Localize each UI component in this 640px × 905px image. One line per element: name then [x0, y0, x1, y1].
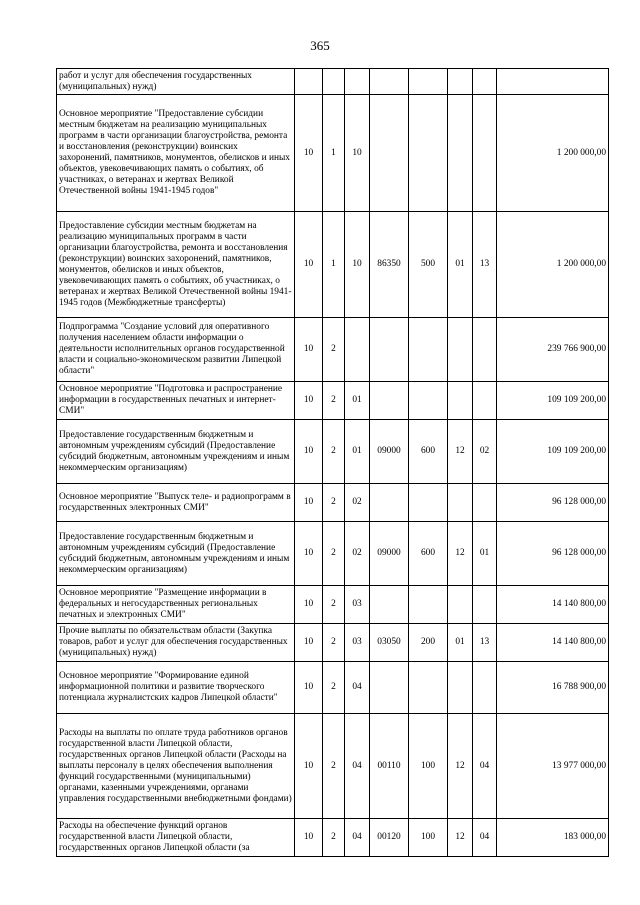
- amount-cell: [497, 69, 609, 95]
- measure-code-cell: 04: [345, 662, 370, 714]
- table-row: [57, 382, 609, 420]
- page-number: 365: [310, 38, 330, 53]
- program-code-cell: 10: [295, 624, 323, 662]
- expense-code-cell: [370, 662, 409, 714]
- measure-code-cell: 10: [345, 95, 370, 212]
- section-cell: 12: [448, 714, 473, 819]
- table-row: [57, 95, 609, 212]
- row-description: Основное мероприятие "Подготовка и распространение информации в государственных печатных и интернет-СМИ": [57, 382, 295, 420]
- expense-code-cell: [370, 318, 409, 382]
- row-description: Предоставление субсидии местным бюджетам на реализацию муниципальных программ в части организации благоустройства, ремонта и восстановления (реконструкции) воинских захоронений, памятников, монументов, обелисков и иных объектов, увековечивающих память о событиях, об участниках, о ветеранах и жертвах Великой Отечественной войны 1941-1945 годов (Межбюджетные трансферты): [57, 212, 295, 318]
- expense-type-cell: 100: [409, 819, 448, 857]
- subsection-cell: [473, 484, 497, 522]
- section-cell: 12: [448, 819, 473, 857]
- subsection-cell: 04: [473, 819, 497, 857]
- expense-code-cell: [370, 484, 409, 522]
- amount-cell: 1 200 000,00: [497, 95, 609, 212]
- subsection-cell: 13: [473, 624, 497, 662]
- expense-code-cell: 00110: [370, 714, 409, 819]
- row-description: Прочие выплаты по обязательствам области (Закупка товаров, работ и услуг для обеспечения государственных (муниципальных) нужд): [57, 624, 295, 662]
- table-row: [57, 522, 609, 586]
- amount-cell: 109 109 200,00: [497, 420, 609, 484]
- expense-type-cell: [409, 382, 448, 420]
- subprogram-code-cell: 2: [323, 522, 345, 586]
- expense-type-cell: [409, 586, 448, 624]
- amount-cell: 14 140 800,00: [497, 624, 609, 662]
- table-row: [57, 420, 609, 484]
- program-code-cell: 10: [295, 484, 323, 522]
- expense-code-cell: [370, 586, 409, 624]
- amount-cell: 183 000,00: [497, 819, 609, 857]
- expense-type-cell: 500: [409, 212, 448, 318]
- subsection-cell: [473, 95, 497, 212]
- expense-type-cell: 100: [409, 714, 448, 819]
- subsection-cell: 01: [473, 522, 497, 586]
- measure-code-cell: 03: [345, 624, 370, 662]
- row-description: Основное мероприятие "Выпуск теле- и радиопрограмм в государственных электронных СМИ": [57, 484, 295, 522]
- subprogram-code-cell: 2: [323, 819, 345, 857]
- subprogram-code-cell: [323, 69, 345, 95]
- row-description: Расходы на обеспечение функций органов государственной власти Липецкой области, государственных органов Липецкой области (за: [57, 819, 295, 857]
- subprogram-code-cell: 2: [323, 318, 345, 382]
- expense-code-cell: [370, 95, 409, 212]
- measure-code-cell: 01: [345, 382, 370, 420]
- measure-code-cell: 02: [345, 522, 370, 586]
- row-description: работ и услуг для обеспечения государственных (муниципальных) нужд): [57, 69, 295, 95]
- row-description: Основное мероприятие "Предоставление субсидии местным бюджетам на реализацию муниципальных программ в части организации благоустройства, ремонта и восстановления (реконструкции) воинских захоронений, памятников, монументов, обелисков и иных объектов, увековечивающих память о событиях, об участниках, о ветеранах и жертвах Великой Отечественной войны 1941-1945 годов": [57, 95, 295, 212]
- row-description: Основное мероприятие "Размещение информации в федеральных и негосударственных региональных печатных и электронных СМИ": [57, 586, 295, 624]
- expense-code-cell: 09000: [370, 420, 409, 484]
- measure-code-cell: 03: [345, 586, 370, 624]
- subsection-cell: [473, 586, 497, 624]
- amount-cell: 13 977 000,00: [497, 714, 609, 819]
- measure-code-cell: [345, 69, 370, 95]
- expense-code-cell: 00120: [370, 819, 409, 857]
- expense-type-cell: [409, 69, 448, 95]
- subprogram-code-cell: 2: [323, 420, 345, 484]
- amount-cell: 96 128 000,00: [497, 522, 609, 586]
- expense-code-cell: 09000: [370, 522, 409, 586]
- expense-type-cell: [409, 95, 448, 212]
- row-description: Расходы на выплаты по оплате труда работников органов государственной власти Липецкой области, государственных органов Липецкой области (Расходы на выплаты персоналу в целях обеспечения выполнения функций государственными (муниципальными) органами, казенными учреждениями, органами управления государственными внебюджетными фондами): [57, 714, 295, 819]
- program-code-cell: 10: [295, 420, 323, 484]
- expense-code-cell: [370, 382, 409, 420]
- program-code-cell: 10: [295, 212, 323, 318]
- subsection-cell: 04: [473, 714, 497, 819]
- subsection-cell: 02: [473, 420, 497, 484]
- row-description: Предоставление государственным бюджетным и автономным учреждениям субсидий (Предоставление субсидий бюджетным, автономным учреждениям и иным некоммерческим организациям): [57, 420, 295, 484]
- table-row: [57, 662, 609, 714]
- table-row: [57, 318, 609, 382]
- expense-code-cell: 03050: [370, 624, 409, 662]
- row-description: Подпрограмма "Создание условий для оперативного получения населением области информации о деятельности исполнительных органов государственной власти и социально-экономическом развитии Липецкой области": [57, 318, 295, 382]
- budget-table: [56, 68, 609, 857]
- subsection-cell: 13: [473, 212, 497, 318]
- amount-cell: 96 128 000,00: [497, 484, 609, 522]
- section-cell: [448, 382, 473, 420]
- measure-code-cell: 01: [345, 420, 370, 484]
- subsection-cell: [473, 382, 497, 420]
- section-cell: 12: [448, 420, 473, 484]
- expense-type-cell: 600: [409, 420, 448, 484]
- section-cell: [448, 484, 473, 522]
- subprogram-code-cell: 2: [323, 586, 345, 624]
- amount-cell: 109 109 200,00: [497, 382, 609, 420]
- subprogram-code-cell: 2: [323, 382, 345, 420]
- section-cell: [448, 586, 473, 624]
- subprogram-code-cell: 2: [323, 662, 345, 714]
- subprogram-code-cell: 1: [323, 95, 345, 212]
- subprogram-code-cell: 2: [323, 484, 345, 522]
- section-cell: 01: [448, 212, 473, 318]
- table-row: [57, 714, 609, 819]
- row-description: Основное мероприятие "Формирование единой информационной политики и развитие творческого потенциала журналистских кадров Липецкой области": [57, 662, 295, 714]
- program-code-cell: 10: [295, 382, 323, 420]
- table-row: [57, 484, 609, 522]
- table-row: [57, 624, 609, 662]
- row-description: Предоставление государственным бюджетным и автономным учреждениям субсидий (Предоставление субсидий бюджетным, автономным учреждениям и иным некоммерческим организациям): [57, 522, 295, 586]
- amount-cell: 1 200 000,00: [497, 212, 609, 318]
- program-code-cell: 10: [295, 522, 323, 586]
- section-cell: [448, 662, 473, 714]
- measure-code-cell: 02: [345, 484, 370, 522]
- measure-code-cell: 04: [345, 819, 370, 857]
- section-cell: 12: [448, 522, 473, 586]
- program-code-cell: 10: [295, 95, 323, 212]
- section-cell: [448, 95, 473, 212]
- subprogram-code-cell: 2: [323, 624, 345, 662]
- measure-code-cell: 10: [345, 212, 370, 318]
- section-cell: [448, 69, 473, 95]
- budget-table-body: [57, 69, 609, 857]
- subsection-cell: [473, 662, 497, 714]
- program-code-cell: 10: [295, 586, 323, 624]
- expense-type-cell: [409, 484, 448, 522]
- section-cell: 01: [448, 624, 473, 662]
- program-code-cell: 10: [295, 819, 323, 857]
- subprogram-code-cell: 1: [323, 212, 345, 318]
- amount-cell: 16 788 900,00: [497, 662, 609, 714]
- expense-code-cell: [370, 69, 409, 95]
- program-code-cell: 10: [295, 318, 323, 382]
- expense-code-cell: 86350: [370, 212, 409, 318]
- table-row: [57, 586, 609, 624]
- measure-code-cell: 04: [345, 714, 370, 819]
- table-row: [57, 819, 609, 857]
- expense-type-cell: 600: [409, 522, 448, 586]
- subsection-cell: [473, 318, 497, 382]
- expense-type-cell: 200: [409, 624, 448, 662]
- amount-cell: 14 140 800,00: [497, 586, 609, 624]
- expense-type-cell: [409, 318, 448, 382]
- section-cell: [448, 318, 473, 382]
- expense-type-cell: [409, 662, 448, 714]
- table-row: [57, 212, 609, 318]
- program-code-cell: 10: [295, 714, 323, 819]
- subprogram-code-cell: 2: [323, 714, 345, 819]
- program-code-cell: [295, 69, 323, 95]
- subsection-cell: [473, 69, 497, 95]
- table-row: [57, 69, 609, 95]
- program-code-cell: 10: [295, 662, 323, 714]
- amount-cell: 239 766 900,00: [497, 318, 609, 382]
- measure-code-cell: [345, 318, 370, 382]
